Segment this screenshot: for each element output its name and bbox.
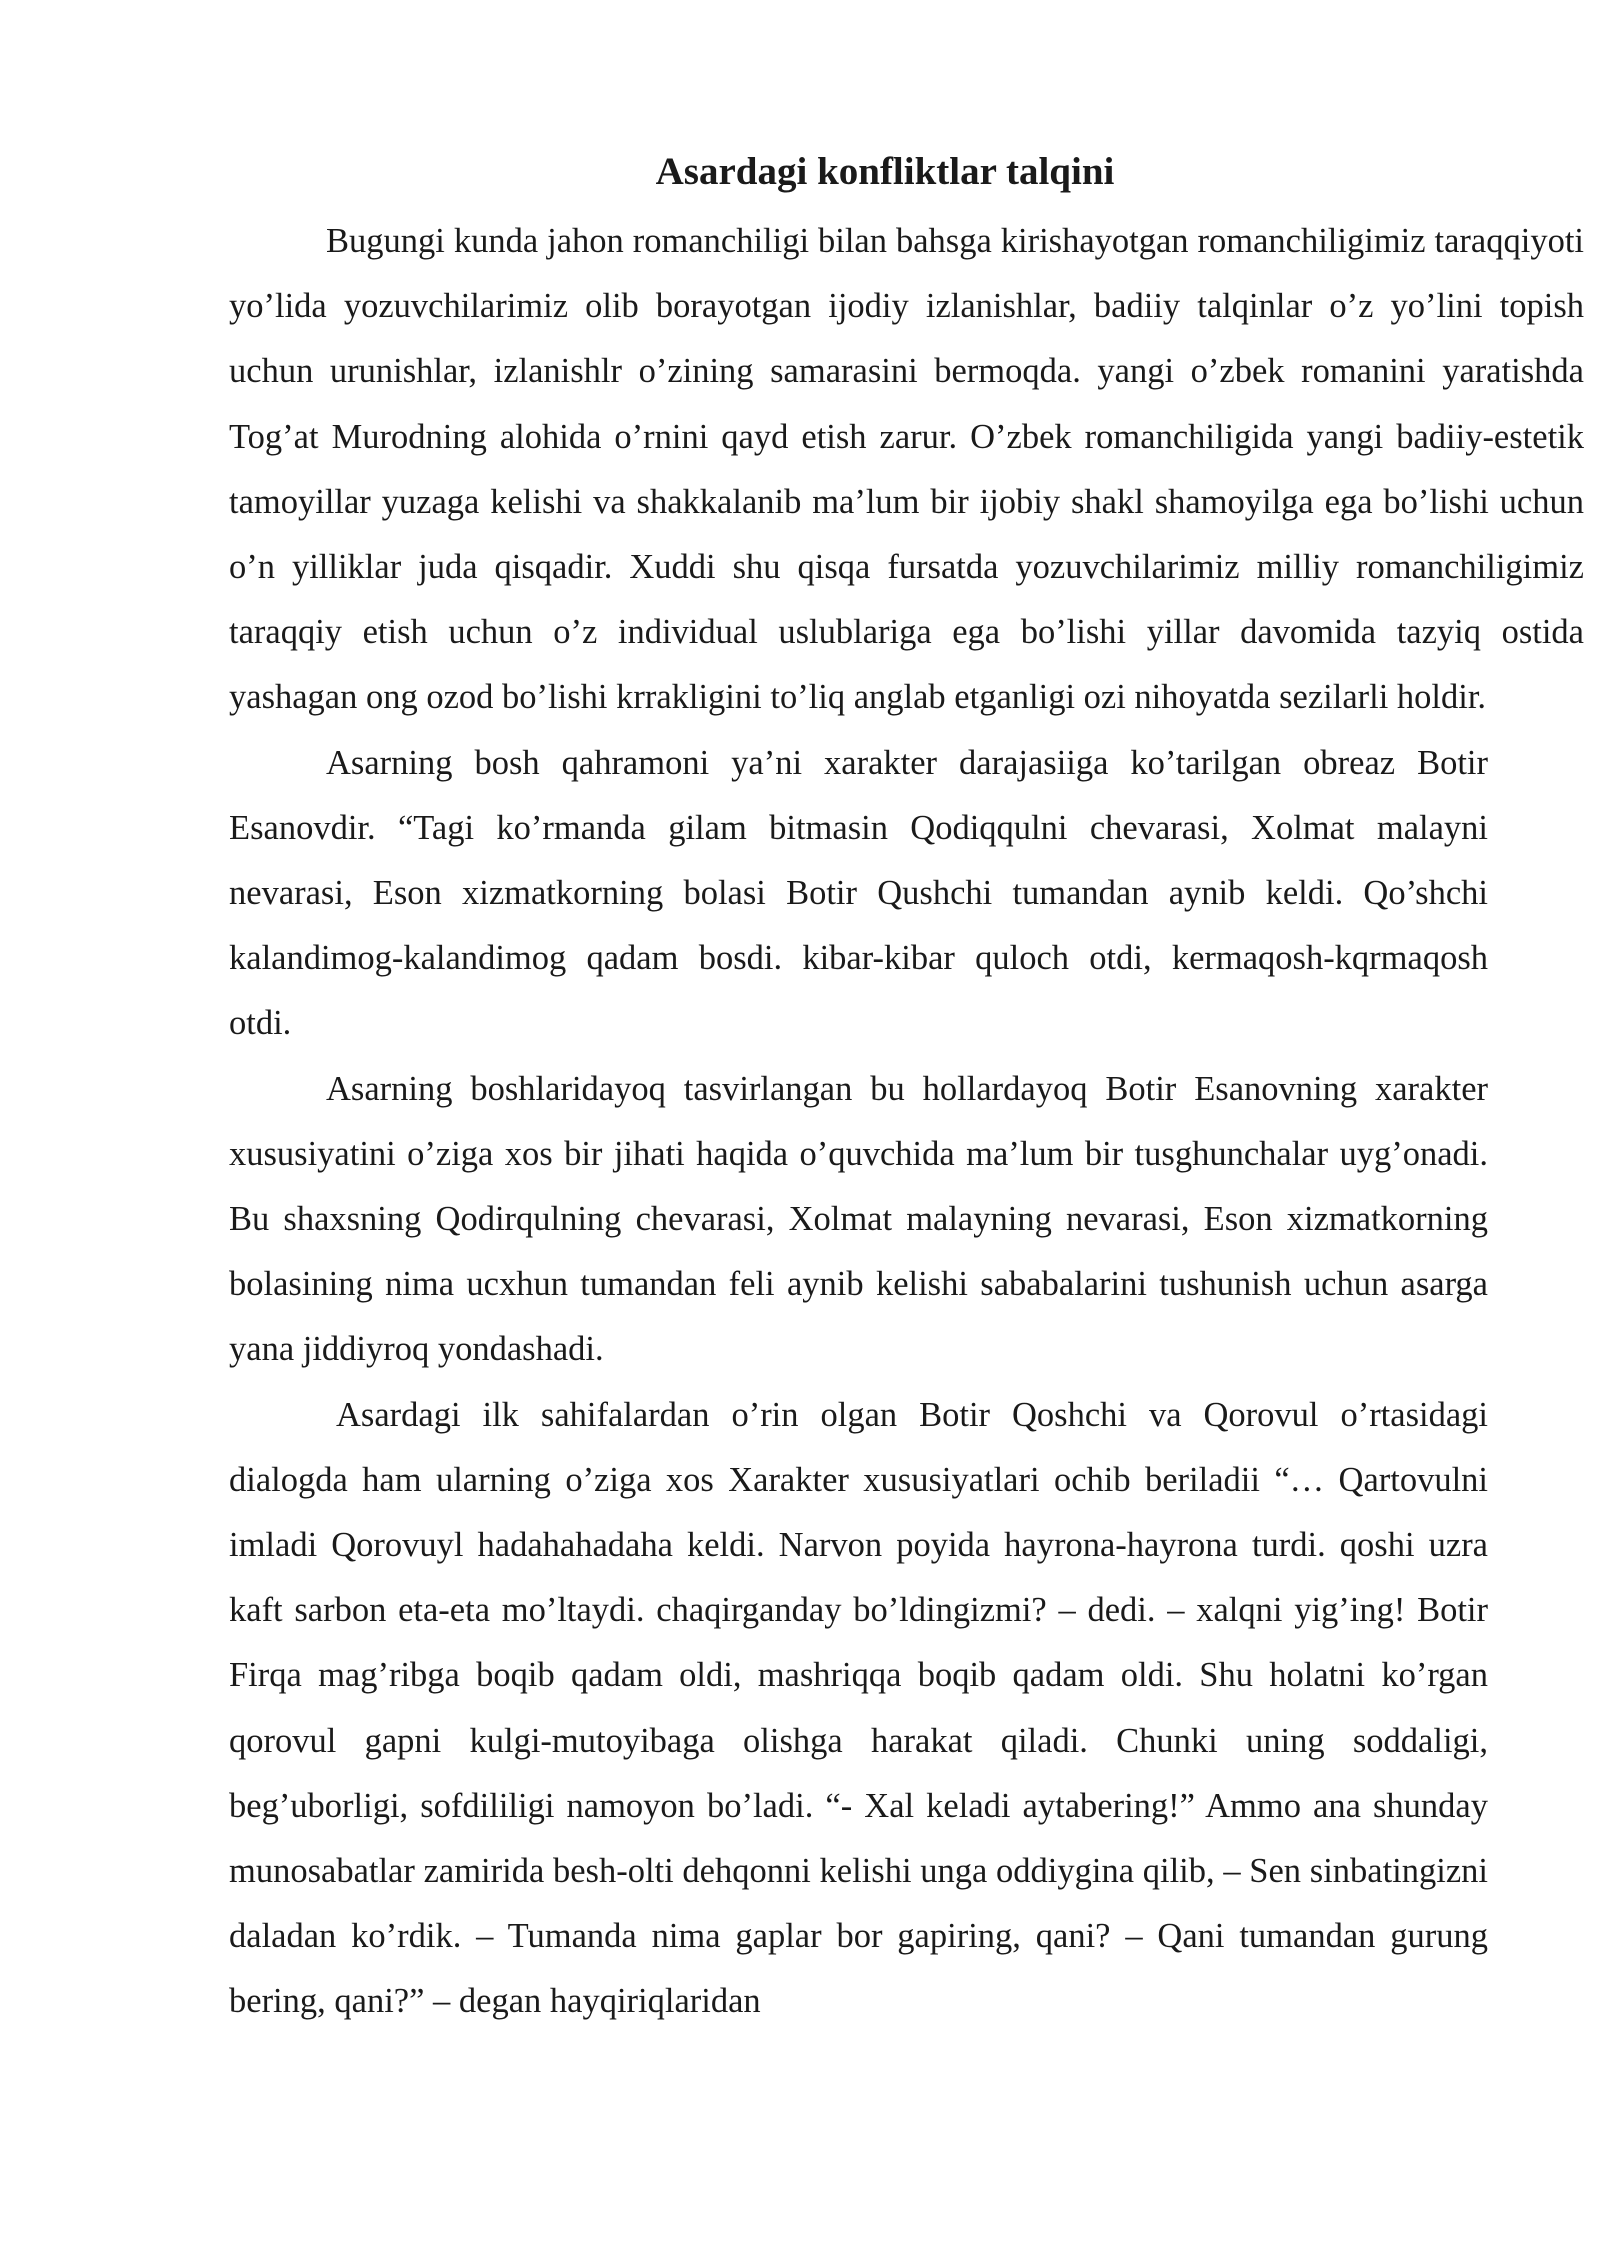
document-body (229, 209, 1584, 2035)
page-title: Asardagi konfliktlar talqini (655, 150, 1115, 193)
paragraph-character-traits: Asarning boshlaridayoq tasvirlangan bu hollardayoq Botir Esanovning xarakter xususiyatini o’ziga xos bir jihati haqida o’quvchida ma’lum bir tusghunchalar uyg’onadi. Bu shaxsning Qodirqulning chevarasi, Xolmat malayning nevarasi, Eson xizmatkorning bolasining nima ucxhun tumandan feli aynib kelishi sababalarini tushunish uchun asarga yana jiddiyroq yondashadi. (229, 1069, 1488, 1369)
paragraph-dialogue: Asardagi ilk sahifalardan o’rin olgan Botir Qoshchi va Qorovul o’rtasidagi dialogda ham ularning o’ziga xos Xarakter xususiyatlari ochib beriladii “… Qartovulni imladi Qorovuyl hadahahadaha keldi. Narvon poyida hayrona-hayrona turdi. qoshi uzra kaft sarbon eta-eta mo’ltaydi. chaqirganday bo’ldingizmi? – dedi. – xalqni yig’ing! Botir Firqa mag’ribga boqib qadam oldi, mashriqqa boqib qadam oldi. Shu holatni ko’rgan qorovul gapni kulgi-mutoyibaga olishga harakat qiladi. Chunki uning soddaligi, beg’uborligi, sofdililigi namoyon bo’ladi. “- Xal keladi aytabering!” Ammo ana shunday munosabatlar zamirida besh-olti dehqonni kelishi unga oddiygina qilib, – Sen sinbatingizni daladan ko’rdik. – Tumanda nima gaplar bor gapiring, qani? – Qani tumandan gurung bering, qani?” – degan hayqiriqlaridan (229, 1395, 1488, 2021)
paragraph-main-hero: Asarning bosh qahramoni ya’ni xarakter darajasiiga ko’tarilgan obreaz Botir Esanovdir. “Tagi ko’rmanda gilam bitmasin Qodiqqulni chevarasi, Xolmat malayni nevarasi, Eson xizmatkorning bolasi Botir Qushchi tumandan aynib keldi. Qo’shchi kalandimog-kalandimog qadam bosdi. kibar-kibar quloch otdi, kermaqosh-kqrmaqosh otdi. (229, 743, 1488, 1043)
paragraph-intro: Bugungi kunda jahon romanchiligi bilan bahsga kirishayotgan romanchiligimiz taraqqiyoti yo’lida yozuvchilarimiz olib borayotgan ijodiy izlanishlar, badiiy talqinlar o’z yo’lini topish uchun urunishlar, izlanishlr o’zining samarasini bermoqda. yangi o’zbek romanini yaratishda Tog’at Murodning alohida o’rnini qayd etish zarur. O’zbek romanchiligida yangi badiiy-estetik tamoyillar yuzaga kelishi va shakkalanib ma’lum bir ijobiy shakl shamoyilga ega bo’lishi uchun o’n yilliklar juda qisqadir. Xuddi shu qisqa fursatda yozuvchilarimiz milliy romanchiligimiz taraqqiy etish uchun o’z individual uslublariga ega bo’lishi yillar davomida tazyiq ostida yashagan ong ozod bo’lishi krrakligini to’liq anglab etganligi ozi nihoyatda sezilarli holdir. (229, 222, 1584, 717)
